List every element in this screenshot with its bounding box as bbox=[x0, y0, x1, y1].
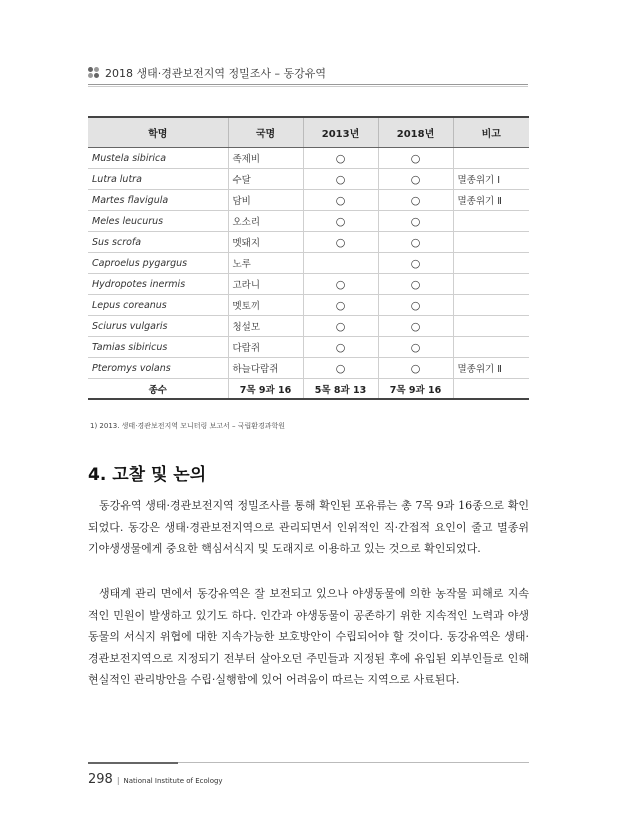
page-footer bbox=[88, 772, 223, 787]
cell-korean-name: 다람쥐 bbox=[228, 337, 303, 358]
cell-scientific-name: Hydropotes inermis bbox=[88, 274, 228, 295]
cell-2018: ○ bbox=[378, 190, 453, 211]
cell-note: 멸종위기 Ⅰ bbox=[453, 169, 529, 190]
cell-2018: ○ bbox=[378, 295, 453, 316]
cell-2018: ○ bbox=[378, 274, 453, 295]
table-row bbox=[88, 295, 529, 316]
table-row bbox=[88, 190, 529, 211]
total-note bbox=[453, 379, 529, 400]
cell-note bbox=[453, 211, 529, 232]
cell-2018: ○ bbox=[378, 253, 453, 274]
section-title: 4. 고찰 및 논의 bbox=[88, 465, 207, 485]
cell-scientific-name: Lepus coreanus bbox=[88, 295, 228, 316]
header-dots-icon bbox=[88, 67, 100, 79]
cell-note bbox=[453, 232, 529, 253]
paragraph: 동강유역 생태·경관보전지역 정밀조사를 통해 확인된 포유류는 총 7목 9과 16종으로 확인되었다. 동강은 생태·경관보전지역으로 관리되면서 인위적인 직·간접적 요인이 줄고 멸종위기야생생물에게 중요한 핵심서식지 및 도래지로 이용하고 있는 것으로 확인되었다. bbox=[88, 499, 529, 555]
cell-scientific-name: Martes flavigula bbox=[88, 190, 228, 211]
running-header bbox=[88, 66, 528, 80]
cell-korean-name: 하늘다람쥐 bbox=[228, 358, 303, 379]
cell-2018: ○ bbox=[378, 316, 453, 337]
cell-2018: ○ bbox=[378, 232, 453, 253]
cell-2013: ○ bbox=[303, 169, 378, 190]
species-table bbox=[88, 116, 529, 400]
col-header-korean: 국명 bbox=[228, 117, 303, 148]
cell-scientific-name: Lutra lutra bbox=[88, 169, 228, 190]
total-korean: 7목 9과 16 bbox=[228, 379, 303, 400]
cell-2013: ○ bbox=[303, 358, 378, 379]
table-total-row bbox=[88, 379, 529, 400]
cell-korean-name: 청설모 bbox=[228, 316, 303, 337]
cell-korean-name: 수달 bbox=[228, 169, 303, 190]
table-header-row bbox=[88, 117, 529, 148]
footer-rule-accent bbox=[88, 762, 178, 764]
cell-scientific-name: Sciurus vulgaris bbox=[88, 316, 228, 337]
cell-note bbox=[453, 316, 529, 337]
cell-note bbox=[453, 295, 529, 316]
cell-2013: ○ bbox=[303, 190, 378, 211]
total-2018: 7목 9과 16 bbox=[378, 379, 453, 400]
cell-scientific-name: Meles leucurus bbox=[88, 211, 228, 232]
table-row bbox=[88, 337, 529, 358]
table-row bbox=[88, 274, 529, 295]
table-row bbox=[88, 316, 529, 337]
cell-note: 멸종위기 Ⅱ bbox=[453, 190, 529, 211]
cell-2013: ○ bbox=[303, 211, 378, 232]
cell-scientific-name: Caproelus pygargus bbox=[88, 253, 228, 274]
cell-2013: ○ bbox=[303, 148, 378, 169]
cell-note bbox=[453, 148, 529, 169]
cell-note bbox=[453, 253, 529, 274]
cell-scientific-name: Tamias sibiricus bbox=[88, 337, 228, 358]
cell-korean-name: 멧토끼 bbox=[228, 295, 303, 316]
cell-2018: ○ bbox=[378, 358, 453, 379]
table-footnote: 1) 2013. 생태·경관보전지역 모니터링 보고서 – 국립환경과학원 bbox=[90, 422, 286, 430]
col-header-note: 비고 bbox=[453, 117, 529, 148]
col-header-scientific: 학명 bbox=[88, 117, 228, 148]
cell-note bbox=[453, 337, 529, 358]
cell-2018: ○ bbox=[378, 169, 453, 190]
header-rule bbox=[88, 84, 528, 85]
table-row bbox=[88, 358, 529, 379]
cell-2013: ○ bbox=[303, 232, 378, 253]
cell-korean-name: 고라니 bbox=[228, 274, 303, 295]
header-title: 2018 생태·경관보전지역 정밀조사 – 동강유역 bbox=[105, 67, 326, 80]
cell-korean-name: 족제비 bbox=[228, 148, 303, 169]
table-row bbox=[88, 253, 529, 274]
cell-note: 멸종위기 Ⅱ bbox=[453, 358, 529, 379]
cell-korean-name: 오소리 bbox=[228, 211, 303, 232]
cell-korean-name: 담비 bbox=[228, 190, 303, 211]
cell-2018: ○ bbox=[378, 337, 453, 358]
cell-korean-name: 멧돼지 bbox=[228, 232, 303, 253]
cell-korean-name: 노루 bbox=[228, 253, 303, 274]
table-row bbox=[88, 211, 529, 232]
table-row bbox=[88, 232, 529, 253]
footer-institute: National Institute of Ecology bbox=[123, 777, 223, 785]
col-header-2018: 2018년 bbox=[378, 117, 453, 148]
cell-scientific-name: Sus scrofa bbox=[88, 232, 228, 253]
cell-2013: ○ bbox=[303, 295, 378, 316]
cell-2018: ○ bbox=[378, 148, 453, 169]
table-row bbox=[88, 148, 529, 169]
cell-note bbox=[453, 274, 529, 295]
total-2013: 5목 8과 13 bbox=[303, 379, 378, 400]
total-label: 종수 bbox=[88, 379, 228, 400]
footer-separator: | bbox=[116, 776, 120, 785]
table-row bbox=[88, 169, 529, 190]
col-header-2013: 2013년 bbox=[303, 117, 378, 148]
cell-scientific-name: Pteromys volans bbox=[88, 358, 228, 379]
cell-2013: ○ bbox=[303, 274, 378, 295]
cell-2013: ○ bbox=[303, 337, 378, 358]
cell-scientific-name: Mustela sibirica bbox=[88, 148, 228, 169]
paragraph: 생태계 관리 면에서 동강유역은 잘 보전되고 있으나 야생동물에 의한 농작물 피해로 지속적인 민원이 발생하고 있기도 하다. 인간과 야생동물이 공존하기 위한 지속적인 노력과 야생동물의 서식지 위협에 대한 지속가능한 보호방안이 수립되어야 할 것이다. 동강유역은 생태·경관보전지역으로 지정되기 전부터 살아오던 주민들과 지정된 후에 유입된 외부인들로 인해 현실적인 관리방안을 수립·실행함에 있어 어려움이 따르는 지역으로 사료된다. bbox=[88, 587, 529, 686]
header-rule-secondary bbox=[88, 86, 528, 87]
cell-2013: ○ bbox=[303, 316, 378, 337]
page-number: 298 bbox=[88, 772, 113, 787]
cell-2013 bbox=[303, 253, 378, 274]
cell-2018: ○ bbox=[378, 211, 453, 232]
